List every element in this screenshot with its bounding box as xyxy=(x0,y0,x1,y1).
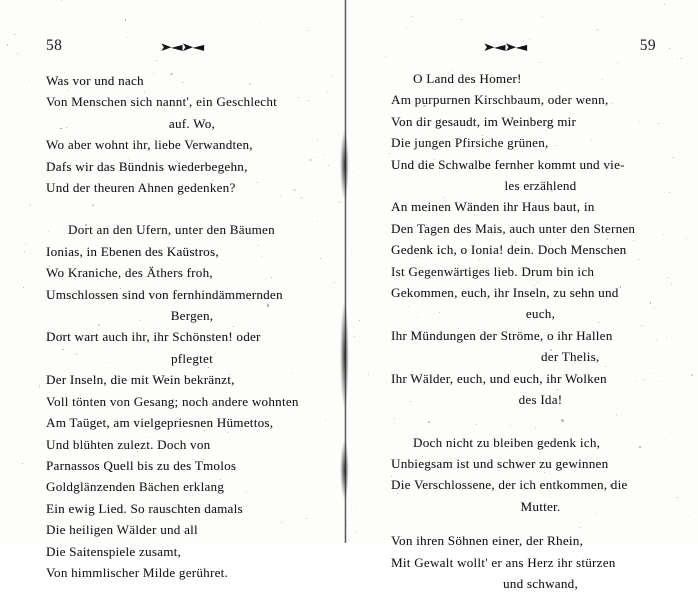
verse-line: Umschlossen sind von fernhindämmernden xyxy=(46,286,283,302)
binding-gutter-blot xyxy=(340,440,349,500)
verse-line: Von dir gesaudt, im Weinberg mir xyxy=(391,113,577,129)
verse-line: Dort wart auch ihr, ihr Schönsten! oder xyxy=(46,329,261,345)
verse-line: Die heiligen Wälder und all xyxy=(46,522,198,538)
verse-line: O Land des Homer! xyxy=(413,71,522,86)
right-page xyxy=(349,0,698,591)
verse-line: Voll tönten von Gesang; noch andere wohnten xyxy=(46,393,299,409)
verse-line: des Ida! xyxy=(518,392,563,408)
verse-line: Die Saitenspiele zusamt, xyxy=(46,543,182,559)
ornament-divider-right: ➤◄➤◄ xyxy=(482,40,526,54)
verse-line: Mit Gewalt wollt' er ans Herz ihr stürzen xyxy=(391,554,616,570)
verse-line: Der Inseln, die mit Wein bekränzt, xyxy=(46,372,235,388)
verse-line: Unbiegsam ist und schwer zu gewinnen xyxy=(391,455,609,471)
verse-line: Wo aber wohnt ihr, liebe Verwandten, xyxy=(46,137,253,153)
verse-line: Ist Gegenwärtiges lieb. Drum bin ich xyxy=(391,263,595,279)
page-number-left: 58 xyxy=(46,37,63,55)
verse-line: euch, xyxy=(525,306,556,322)
verse-line: pflegtet xyxy=(171,350,213,366)
verse-line: Ihr Wälder, euch, und euch, ihr Wolken xyxy=(391,370,607,386)
binding-gutter-blot xyxy=(340,300,349,410)
verse-line: Ionias, in Ebenen des Kaüstros, xyxy=(46,243,219,259)
stanza-gap xyxy=(46,198,338,219)
verse-line: Mutter. xyxy=(520,498,561,514)
right-page-verse-body xyxy=(349,68,698,594)
verse-line: und schwand, xyxy=(502,575,578,591)
verse-line: Ein ewig Lied. So rauschten damals xyxy=(46,500,243,516)
verse-line: auf. Wo, xyxy=(168,115,216,131)
verse-line: Wo Kraniche, des Äthers froh, xyxy=(46,265,213,281)
stanza-gap xyxy=(391,411,690,432)
verse-line: Und blühten zulezt. Doch von xyxy=(46,436,211,452)
verse-line: Und der theuren Ahnen gedenken? xyxy=(46,180,236,196)
verse-line: Doch nicht zu bleiben gedenk ich, xyxy=(413,434,601,450)
verse-line: Gedenk ich, o Ionia! dein. Doch Menschen xyxy=(391,242,627,258)
verse-line: Was vor und nach xyxy=(46,73,144,88)
verse-line: les erzählend xyxy=(504,178,577,194)
verse-line: Parnassos Quell bis zu des Tmolos xyxy=(46,457,237,473)
left-page xyxy=(0,0,344,580)
verse-line: Ihr Mündungen der Ströme, o ihr Hallen xyxy=(391,327,613,343)
verse-line: An meinen Wänden ihr Haus baut, in xyxy=(391,199,595,215)
stanza-gap xyxy=(391,517,690,530)
verse-line: Gekommen, euch, ihr Inseln, zu sehn und xyxy=(391,285,619,301)
verse-line: Den Tagen des Mais, auch unter den Sternen xyxy=(391,220,636,236)
verse-line: Bergen, xyxy=(170,308,214,324)
verse-line: Die Verschlossene, der ich entkommen, die xyxy=(391,477,628,493)
verse-line: Von himmlischer Milde gerühret. xyxy=(46,564,229,580)
verse-line: Von Menschen sich nannt', ein Geschlecht xyxy=(46,94,278,110)
verse-line: Dafs wir das Bündnis wiederbegehn, xyxy=(46,158,248,174)
verse-line: Am Taüget, am vielgepriesnen Hümettos, xyxy=(46,415,274,431)
page-number-right: 59 xyxy=(639,37,656,55)
verse-line: Am purpurnen Kirschbaum, oder wenn, xyxy=(391,92,609,108)
verse-line: Die jungen Pfirsiche grünen, xyxy=(391,135,549,151)
binding-gutter-blot xyxy=(340,130,349,200)
verse-line: Von ihren Söhnen einer, der Rhein, xyxy=(391,533,584,549)
ornament-divider-left: ➤◄➤◄ xyxy=(159,40,203,54)
verse-line: der Thelis, xyxy=(541,349,600,365)
left-page-verse-body xyxy=(0,70,344,583)
verse-line: Dort an den Ufern, unter den Bäumen xyxy=(68,222,275,238)
verse-line: Und die Schwalbe fernher kommt und vie- xyxy=(391,156,625,172)
verse-line: Goldglänzenden Bächen erklang xyxy=(46,479,225,495)
